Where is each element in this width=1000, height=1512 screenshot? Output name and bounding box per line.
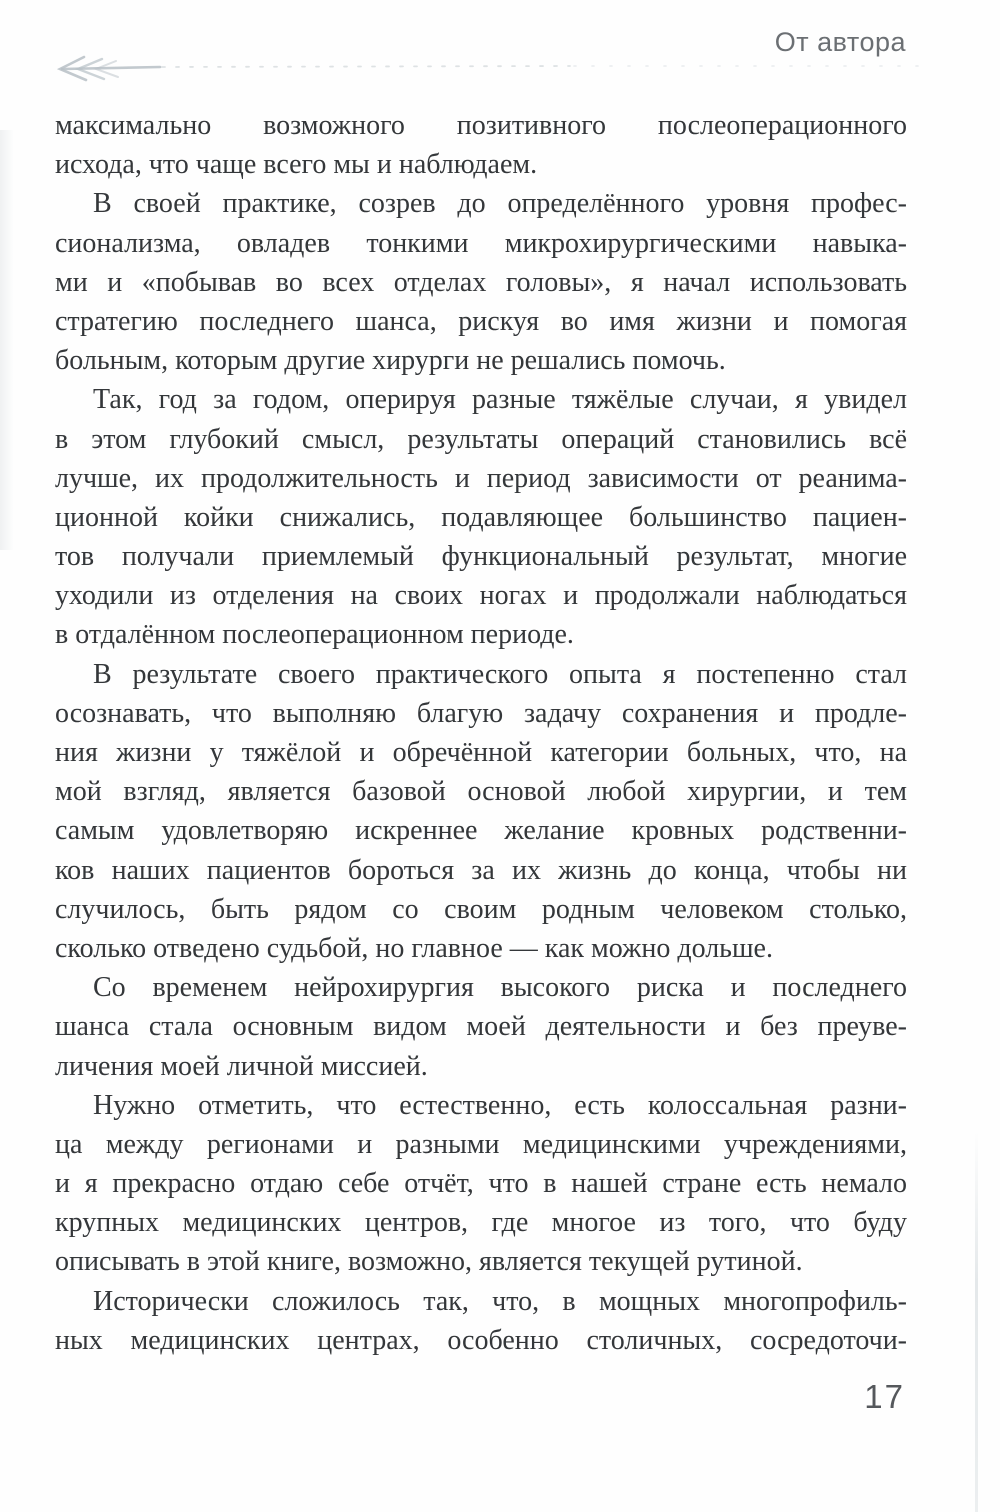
text-line: Так, год за годом, оперируя разные тяжёлые случаи, я увидел (93, 384, 907, 416)
text-line: максимально возможного позитивного послеоперационного (55, 110, 907, 141)
text-line: осознавать, что выполняю благую задачу сохранения и продле- (55, 697, 907, 729)
scan-edge-shadow-right (975, 1130, 978, 1512)
text-line: Нужно отметить, что естественно, есть колоссальная разни- (93, 1089, 907, 1121)
body-text (55, 106, 907, 1360)
text-line: ков наших пациентов бороться за их жизнь до конца, чтобы ни (55, 854, 907, 886)
text-line: мой взгляд, является базовой основой любой хирургии, и тем (55, 776, 907, 808)
text-line: Исторически сложилось так, что, в мощных многопрофиль- (93, 1285, 907, 1317)
text-line: ния жизни у тяжёлой и обречённой категории больных, что, на (55, 737, 907, 768)
text-line: В результате своего практического опыта я постепенно стал (93, 658, 907, 690)
text-line: В своей практике, созрев до определённого уровня профес- (93, 188, 907, 220)
text-line: стратегию последнего шанса, рискуя во имя жизни и помогая (55, 305, 907, 337)
text-line: сионализма, овладев тонкими микрохирургическими навыка- (55, 227, 907, 259)
text-line: Со временем нейрохирургия высокого риска и последнего (93, 972, 907, 1004)
text-line: больным, которым другие хирурги не решались помочь. (55, 345, 726, 377)
text-line: исхода, что чаще всего мы и наблюдаем. (55, 149, 538, 181)
text-line: в этом глубокий смысл, результаты операций становились всё (55, 423, 907, 455)
text-line: тов получали приемлемый функциональный результат, многие (55, 541, 907, 573)
page-number: 17 (864, 1378, 905, 1415)
text-line: личения моей личной миссией. (55, 1050, 428, 1082)
text-line: описывать в этой книге, возможно, является текущей рутиной. (55, 1246, 803, 1278)
text-line: шанса стала основным видом моей деятельности и без преуве- (55, 1011, 907, 1043)
arrow-decoration-icon (50, 54, 960, 84)
text-line: ных медицинских центрах, особенно столичных, сосредоточи- (55, 1324, 907, 1356)
text-line: самым удовлетворяю искреннее желание кровных родственни- (55, 815, 907, 847)
running-header: От автора (774, 27, 906, 57)
text-line: ми и «побывав во всех отделах головы», я начал использовать (55, 266, 907, 298)
text-line: сколько отведено судьбой, но главное — как можно дольше. (55, 932, 773, 964)
text-line: уходили из отделения на своих ногах и продолжали наблюдаться (55, 580, 907, 612)
text-line: крупных медицинских центров, где многое из того, что буду (55, 1207, 907, 1239)
text-line: ца между регионами и разными медицинскими учреждениями, (55, 1128, 907, 1160)
text-line: и я прекрасно отдаю себе отчёт, что в нашей стране есть немало (55, 1168, 907, 1200)
text-line: ционной койки снижались, подавляющее большинство пациен- (55, 501, 907, 533)
text-line: в отдалённом послеоперационном периоде. (55, 619, 574, 651)
text-line: случилось, быть рядом со своим родным человеком столько, (55, 893, 907, 925)
text-line: лучше, их продолжительность и период зависимости от реанима- (55, 462, 907, 494)
scan-edge-shadow-left (0, 130, 14, 550)
